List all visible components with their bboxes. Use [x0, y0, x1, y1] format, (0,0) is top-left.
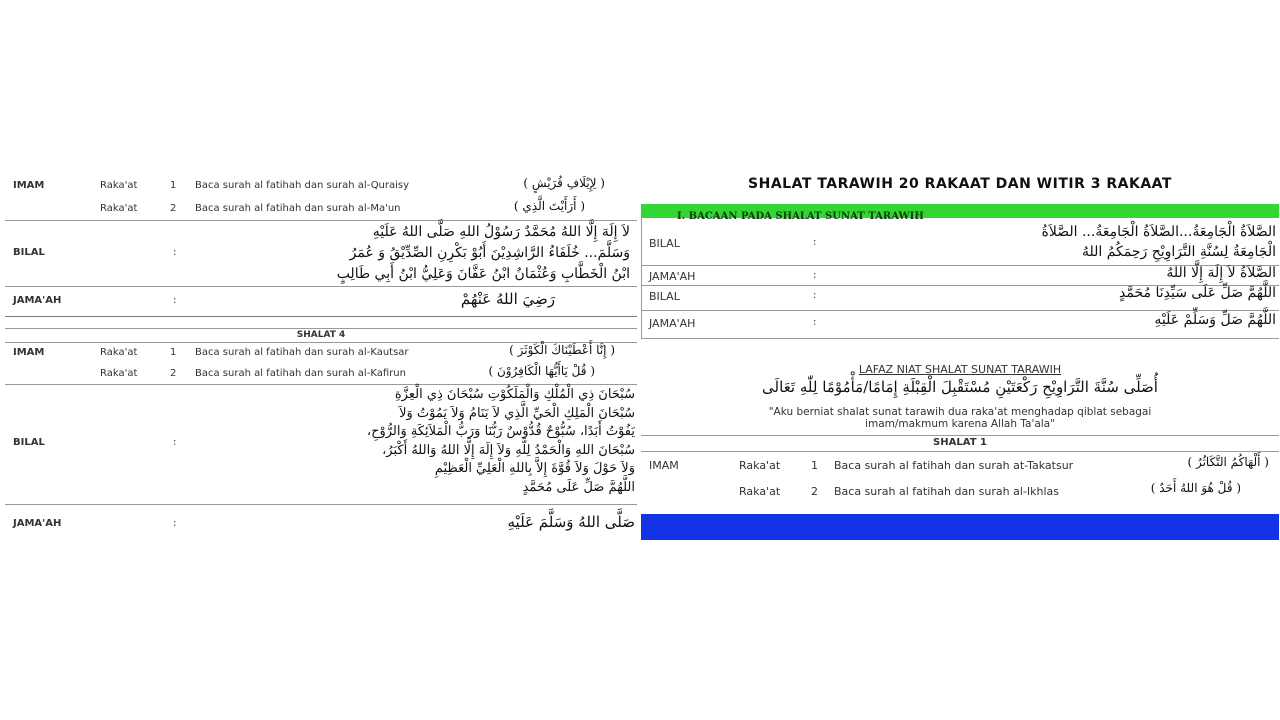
lafaz-translation: "Aku berniat shalat sunat tarawih dua raka'at menghadap qiblat sebagai: [768, 406, 1152, 418]
rakaat-number: 2: [170, 203, 177, 214]
lafaz-heading: LAFAZ NIAT SHALAT SUNAT TARAWIH: [858, 363, 1062, 376]
colon: :: [813, 270, 817, 281]
divider: [5, 316, 637, 317]
colon: :: [173, 518, 177, 529]
surah-arabic: ( قُلْ يَاأَيُّهَا الْكَافِرُوْنَ ): [488, 364, 595, 378]
imam-label: IMAM: [13, 347, 45, 358]
surah-arabic: ( لِإِيْلَافِ قُرَيْشٍ ): [523, 176, 605, 190]
surah-instruction: Baca surah al fatihah dan surah at-Takatsur: [834, 459, 1074, 472]
bilal-recitation: [821, 222, 1276, 262]
colon: :: [813, 290, 817, 301]
recitation-line: سُبْحَانَ ذِي الْمُلْكِ وَالْمَلَكُوْتِ سُبْحَانَ ذِي الْعِزَّةِ: [394, 387, 635, 402]
imam-label: IMAM: [13, 180, 45, 191]
rakaat-number: 2: [811, 485, 818, 498]
colon: :: [173, 437, 177, 448]
recitation-line: يَفُوْتُ أَبَدًا، سُبُّوْحٌ قُدُّوْسٌ رَبُّنَا وَرَبُّ الْمَلاَئِكَةِ وَالرُّوْحِ،: [366, 424, 635, 439]
rakaat-label: Raka'at: [739, 459, 781, 472]
divider: [5, 220, 637, 221]
bilal-recitation: [185, 222, 630, 285]
right-document-panel: [641, 172, 1279, 540]
bilal-recitation: [185, 386, 635, 497]
bilal-label: BILAL: [649, 290, 680, 303]
recitation-line: وَسَلَّمَ... خُلَفَاءُ الرَّاشِدِيْنَ أَبُوْ بَكْرِنِ الصِّدِّيْقُ وَ عُمَرُ: [349, 245, 630, 261]
recitation-line: سُبْحَانَ اللهِ وَالْحَمْدُ لِلَّهِ وَلاَ إِلَهَ إِلَّا اللهُ وَاللهُ أَكْبَرُ،: [382, 442, 635, 458]
recitation-line: الصَّلاَةُ الْجَامِعَةُ...الصَّلاَةُ الْجَامِعَةُ... الصَّلاَةُ: [1041, 224, 1276, 240]
surah-arabic: ( أَرَأَيْتَ الَّذِي ): [513, 199, 585, 213]
colon: :: [813, 237, 817, 248]
recitation-line: ابْنُ الْخَطَّابِ وَعُثْمَانُ ابْنُ عَفَّانَ وَعَلِيُّ ابْنُ أَبِي طَالِبٍ: [336, 266, 630, 282]
imam-label: IMAM: [649, 459, 679, 472]
rakaat-number: 1: [170, 347, 177, 358]
section-heading-band: [641, 204, 1279, 222]
rakaat-number: 1: [170, 180, 177, 191]
divider: [5, 328, 637, 329]
divider: [5, 384, 637, 385]
surah-arabic: ( إِنَّا أَعْطَيْنَاكَ الْكَوْثَرَ ): [509, 343, 615, 357]
recitation-line: لاَ إِلَهَ إِلَّا اللهُ مُحَمَّدٌ رَسُوْلُ اللهِ صَلَّى اللهُ عَلَيْهِ: [372, 224, 630, 240]
rakaat-number: 2: [170, 368, 177, 379]
bilal-label: BILAL: [13, 437, 45, 448]
divider: [641, 451, 1279, 452]
bilal-label: BILAL: [649, 237, 680, 250]
jamaah-label: JAMA'AH: [13, 518, 62, 529]
surah-arabic: ( قُلْ هُوَ اللهُ أَحَدٌ ): [1150, 481, 1241, 495]
left-document-panel: [5, 172, 637, 540]
surah-instruction: Baca surah al fatihah dan surah al-Kafirun: [195, 368, 406, 379]
recitation-line: سُبْحَانَ الْمَلِكِ الْحَيِّ الَّذِي لاَ يَنَامُ وَلاَ يَمُوْتُ وَلاَ: [399, 405, 635, 421]
jamaah-response: الصَّلاَةُ لاَ إِلَهَ إِلَّا اللهُ: [1166, 265, 1276, 281]
surah-instruction: Baca surah al fatihah dan surah al-Ma'un: [195, 203, 401, 214]
rakaat-label: Raka'at: [100, 368, 138, 379]
jamaah-label: JAMA'AH: [13, 295, 62, 306]
jamaah-label: JAMA'AH: [649, 317, 696, 330]
recitation-line: وَلاَ حَوْلَ وَلاَ قُوَّةَ إِلاَّ بِاللهِ الْعَلِيِّ الْعَظِيْمِ: [434, 461, 635, 476]
bilal-label: BILAL: [13, 247, 45, 258]
table-border: [641, 218, 642, 338]
colon: :: [173, 295, 177, 306]
recitation-line: الْجَامِعَةُ لِسُنَّةِ التَّرَاوِيْحِ رَحِمَكُمُ اللهُ: [1081, 244, 1276, 260]
colon: :: [173, 247, 177, 258]
section-heading: SHALAT 1: [933, 437, 987, 448]
rakaat-label: Raka'at: [100, 347, 138, 358]
surah-arabic: ( أَلْهَاكُمُ التَّكَاثُرُ ): [1187, 455, 1269, 469]
section-heading: I. BACAAN PADA SHALAT SUNAT TARAWIH: [677, 211, 924, 222]
divider: [5, 504, 637, 505]
jamaah-response: رَضِيَ اللهُ عَنْهُمْ: [460, 290, 555, 308]
section-heading: SHALAT 4: [296, 330, 346, 340]
rakaat-number: 1: [811, 459, 818, 472]
surah-instruction: Baca surah al fatihah dan surah al-Kautsar: [195, 347, 409, 358]
jamaah-response: صَلَّى اللهُ وَسَلَّمَ عَلَيْهِ: [507, 513, 635, 531]
surah-instruction: Baca surah al fatihah dan surah al-Quraisy: [195, 180, 410, 191]
jamaah-response: اللَّهُمَّ صَلِّ وَسَلِّمْ عَلَيْهِ: [1154, 312, 1276, 328]
jamaah-label: JAMA'AH: [649, 270, 696, 283]
divider: [641, 435, 1279, 436]
bilal-recitation: اللَّهُمَّ صَلِّ عَلَى سَيِّدِنَا مُحَمَّدٍ: [1119, 285, 1276, 301]
lafaz-arabic: أُصَلِّى سُنَّةَ التَّرَاوِيْحِ رَكْعَتَيْنِ مُسْتَقْبِلَ الْقِبْلَةِ إِمَامًا/مَأْمُوْمًا لِلّٰهِ تَعَالَى: [762, 378, 1158, 396]
lafaz-translation: imam/makmum karena Allah Ta'ala": [865, 418, 1055, 430]
rakaat-label: Raka'at: [100, 180, 138, 191]
surah-instruction: Baca surah al fatihah dan surah al-Ikhlas: [834, 485, 1059, 498]
page-title: SHALAT TARAWIH 20 RAKAAT DAN WITIR 3 RAKAAT: [748, 176, 1172, 192]
recitation-line: اللَّهُمَّ صَلِّ عَلَى مُحَمَّدٍ: [522, 479, 635, 495]
divider: [641, 338, 1279, 339]
blue-band: [641, 514, 1279, 540]
rakaat-label: Raka'at: [100, 203, 138, 214]
divider: [5, 286, 637, 287]
divider: [641, 310, 1279, 311]
colon: :: [813, 317, 817, 328]
rakaat-label: Raka'at: [739, 485, 781, 498]
